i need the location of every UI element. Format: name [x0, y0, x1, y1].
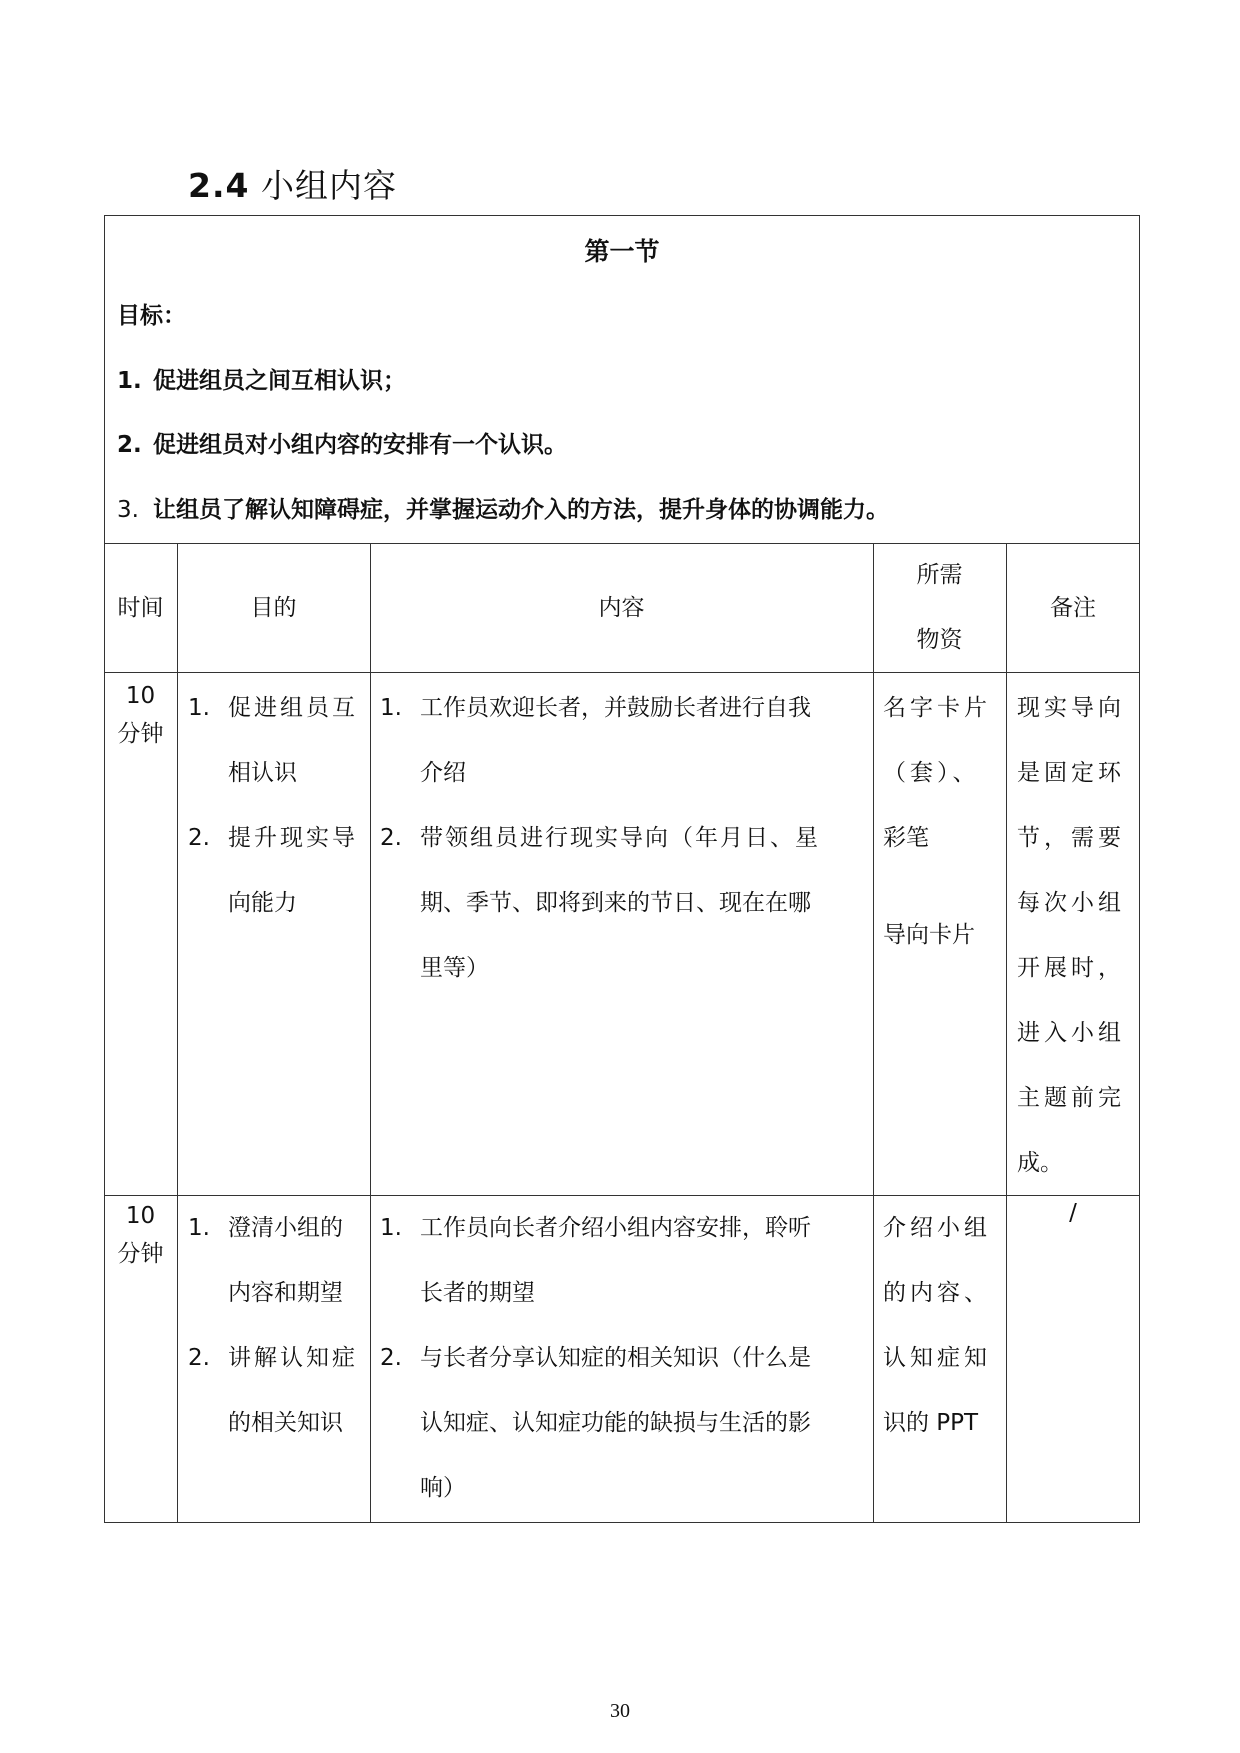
item-line: 的相关知识 — [228, 1410, 343, 1436]
notes-line: 成。 — [1017, 1150, 1063, 1176]
time-value: 10 — [125, 1203, 156, 1229]
item-line: 介绍 — [420, 760, 466, 786]
row2-time — [104, 1197, 177, 1273]
materials-line — [883, 871, 991, 903]
header-notes: 备注 — [1050, 595, 1096, 621]
heading-text: 小组内容 — [260, 166, 397, 205]
time-unit: 分钟 — [117, 721, 164, 747]
header-purpose: 目的 — [250, 595, 297, 621]
item-number: 2. — [380, 825, 402, 851]
item-line: 响） — [420, 1475, 466, 1501]
section-title: 第一节 — [584, 237, 660, 266]
materials-line: 彩笔 — [883, 825, 929, 851]
notes-line: 进入小组 — [1017, 1020, 1125, 1046]
item-line: 促进组员互 — [228, 695, 358, 721]
item-number: 1. — [188, 1215, 210, 1241]
notes-line: 每次小组 — [1017, 890, 1125, 916]
goal-item — [117, 495, 889, 525]
item-line: 讲解认知症 — [228, 1345, 358, 1371]
materials-line: 名字卡片 — [883, 695, 991, 721]
row1-content-list — [380, 676, 870, 1001]
header-content: 内容 — [598, 595, 645, 621]
purpose-item — [188, 676, 368, 806]
purpose-item — [188, 806, 368, 936]
content-item — [380, 676, 870, 806]
row1-notes — [1017, 676, 1125, 1196]
item-number: 2. — [188, 1345, 210, 1371]
row1-materials — [883, 676, 991, 968]
item-line: 里等） — [420, 955, 489, 981]
row2-materials — [883, 1196, 991, 1456]
col-divider-4 — [1006, 543, 1007, 1523]
item-line: 长者的期望 — [420, 1280, 535, 1306]
col-divider-3 — [873, 543, 874, 1523]
header-materials-line2: 物资 — [916, 627, 963, 653]
item-number: 2. — [188, 825, 210, 851]
content-item — [380, 806, 870, 1001]
goal-number: 1. — [117, 368, 142, 394]
goal-label: 目标： — [117, 303, 186, 329]
table-divider-header — [104, 672, 1140, 673]
materials-line: 导向卡片 — [883, 922, 975, 948]
notes-line: 节，需要 — [1017, 825, 1125, 851]
time-value: 10 — [125, 683, 156, 709]
item-line: 与长者分享认知症的相关知识（什么是 — [420, 1345, 811, 1371]
row1-time — [104, 677, 177, 753]
item-number: 1. — [188, 695, 210, 721]
purpose-item — [188, 1196, 368, 1326]
purpose-item — [188, 1326, 368, 1456]
item-number: 1. — [380, 1215, 402, 1241]
notes-line: 主题前完 — [1017, 1085, 1125, 1111]
item-number: 2. — [380, 1345, 402, 1371]
item-line: 内容和期望 — [228, 1280, 343, 1306]
page-number: 30 — [610, 1700, 630, 1722]
content-item — [380, 1196, 870, 1326]
item-line: 期、季节、即将到来的节日、现在在哪 — [420, 890, 811, 916]
row2-notes — [1006, 1198, 1140, 1228]
row2-content-list — [380, 1196, 870, 1521]
goal-text: 促进组员之间互相认识； — [153, 368, 406, 394]
content-item — [380, 1326, 870, 1521]
goal-number: 3. — [117, 497, 139, 523]
materials-line: 的内容、 — [883, 1280, 991, 1306]
notes-line: / — [1069, 1200, 1077, 1226]
goal-item — [117, 366, 406, 396]
materials-line: 识的 PPT — [883, 1410, 979, 1436]
materials-line: 认知症知 — [883, 1345, 991, 1371]
header-materials-line1: 所需 — [916, 562, 963, 588]
heading-number: 2.4 — [188, 166, 250, 205]
section-heading — [188, 160, 397, 207]
item-line: 工作员向长者介绍小组内容安排，聆听 — [420, 1215, 811, 1241]
table-divider-goals — [104, 543, 1140, 544]
item-line: 带领组员进行现实导向（年月日、星 — [420, 825, 820, 851]
goal-item — [117, 430, 567, 460]
goal-text: 让组员了解认知障碍症，并掌握运动介入的方法，提升身体的协调能力。 — [153, 497, 889, 523]
item-line: 认知症、认知症功能的缺损与生活的影 — [420, 1410, 811, 1436]
materials-line: 介绍小组 — [883, 1215, 991, 1241]
materials-line: （套）、 — [883, 760, 980, 786]
time-unit: 分钟 — [117, 1241, 164, 1267]
notes-line: 现实导向 — [1017, 695, 1125, 721]
notes-line: 是固定环 — [1017, 760, 1125, 786]
item-line: 澄清小组的 — [228, 1215, 343, 1241]
goal-number: 2. — [117, 432, 142, 458]
header-time: 时间 — [117, 595, 164, 621]
item-line: 相认识 — [228, 760, 297, 786]
item-number: 1. — [380, 695, 402, 721]
row2-purpose-list — [188, 1196, 368, 1456]
row1-purpose-list — [188, 676, 368, 936]
col-divider-1 — [177, 543, 178, 1523]
notes-line: 开展时， — [1017, 955, 1125, 981]
item-line: 工作员欢迎长者，并鼓励长者进行自我 — [420, 695, 811, 721]
col-divider-2 — [370, 543, 371, 1523]
item-line: 提升现实导 — [228, 825, 358, 851]
item-line: 向能力 — [228, 890, 297, 916]
goal-text: 促进组员对小组内容的安排有一个认识。 — [153, 432, 567, 458]
